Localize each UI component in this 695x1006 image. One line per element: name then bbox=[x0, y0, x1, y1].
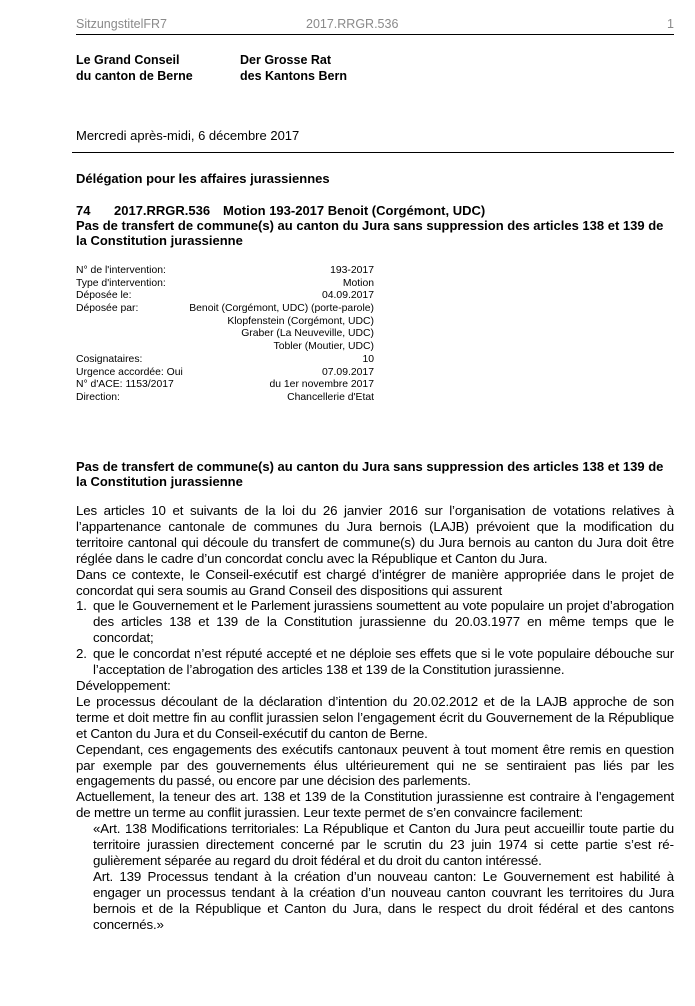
horizontal-divider bbox=[72, 152, 674, 153]
agenda-item-heading bbox=[76, 203, 674, 248]
metadata-value: 10 bbox=[362, 353, 374, 365]
page-number: 1 bbox=[667, 17, 674, 31]
list-item-text: que le concordat n’est réputé accepté et ne déploie ses effets que si le vote populaire débouche sur l’acceptation de l’abrogation des articles 138 et 139 de la Constitution jurassienne. bbox=[93, 646, 674, 678]
metadata-value: Klopfenstein (Corgémont, UDC) bbox=[227, 315, 374, 327]
running-header bbox=[76, 17, 674, 35]
metadata-label: Déposée par: bbox=[76, 303, 139, 315]
metadata-row bbox=[76, 354, 374, 367]
metadata-value: 193-2017 bbox=[330, 265, 374, 276]
institution-fr-line2: du canton de Berne bbox=[76, 69, 193, 83]
list-item-number: 2. bbox=[76, 646, 87, 662]
metadata-label: N° de l'intervention: bbox=[76, 265, 166, 276]
body-paragraph: Cependant, ces engagements des exécutifs cantonaux peuvent à tout moment être remis en question par exemple par des gouvernements élus ultérieurement qui ne se sentiraient pas liés par les engagements du passé, ou encore par une décision des parlements. bbox=[76, 741, 674, 789]
agenda-item-title: Pas de transfert de commune(s) au canton du Jura sans suppression des articles 138 et 139 de la Constitution jurassienne bbox=[76, 218, 664, 248]
body-paragraph: Les articles 10 et suivants de la loi du 26 janvier 2016 sur l’organisation de votations relatives à l’appartenance cantonale de communes du Jura bernois (LAJB) prévoient que la modification du territoire cantonal qui découle du transfert de commune(s) du Jura bernois au canton du Jura doit être réglée dans le cadre d’un concordat conclu avec la République et Canton du Jura. bbox=[76, 503, 674, 566]
institution-de-line1: Der Grosse Rat bbox=[240, 53, 332, 67]
metadata-row bbox=[76, 341, 374, 354]
body-paragraph: Dans ce contexte, le Conseil-exécutif est chargé d’intégrer de manière appropriée dans le projet de concordat qui sera soumis au Grand Conseil des dispositions qui assurent bbox=[76, 566, 674, 598]
institution-french bbox=[76, 52, 193, 84]
running-header-title: SitzungstitelFR7 bbox=[76, 17, 168, 31]
agenda-item-reference: 2017.RRGR.536 bbox=[114, 203, 211, 218]
metadata-value: 04.09.2017 bbox=[321, 290, 374, 302]
agenda-item-line bbox=[76, 203, 674, 218]
metadata-row bbox=[76, 328, 374, 341]
metadata-table bbox=[76, 265, 374, 405]
section-title: Pas de transfert de commune(s) au canton du Jura sans suppression des articles 138 et 139 de la Constitution jurassienne bbox=[76, 459, 664, 489]
metadata-label: Type d'intervention: bbox=[76, 277, 166, 289]
list-item bbox=[76, 646, 674, 678]
metadata-label: Direction: bbox=[76, 391, 120, 403]
metadata-value: du 1er novembre 2017 bbox=[269, 379, 374, 391]
metadata-row bbox=[76, 316, 374, 329]
metadata-row bbox=[76, 367, 374, 380]
body-paragraph: Actuellement, la teneur des art. 138 et 139 de la Constitution jurassienne est contraire à l’engagement de mettre un terme au conflit jurassien. Leur texte permet de s’en convaincre facilement: bbox=[76, 789, 674, 821]
metadata-label: Déposée le: bbox=[76, 290, 132, 302]
institution-fr-line1: Le Grand Conseil bbox=[76, 53, 180, 67]
metadata-label: Urgence accordée: Oui bbox=[76, 366, 183, 378]
institution-german bbox=[240, 52, 347, 84]
quote-article-138: «Art. 138 Modifications territoriales: La République et Canton du Jura peut accueillir toute partie du territoire jurassien directement concerné par le scrutin du 23 juin 1974 si cette partie s’est régulièrement séparée au regard du droit fédéral et du droit du canton intéressé. bbox=[93, 821, 674, 868]
metadata-label: Cosignataires: bbox=[76, 353, 143, 365]
institution-de-line2: des Kantons Bern bbox=[240, 69, 347, 83]
development-heading: Développement: bbox=[76, 677, 171, 693]
metadata-value: Benoit (Corgémont, UDC) (porte-parole) bbox=[189, 303, 374, 315]
motion-body bbox=[76, 503, 674, 932]
metadata-row bbox=[76, 290, 374, 303]
metadata-row bbox=[76, 278, 374, 291]
body-paragraph: Le processus découlant de la déclaration d’intention du 20.02.2012 et de la LAJB approche de son terme et doit mettre fin au conflit jurassien selon l’engagement écrit du Gouvernement de la République et Canton du Jura et du Conseil-exécutif du canton de Berne. bbox=[76, 693, 674, 741]
metadata-value: Tobler (Moutier, UDC) bbox=[273, 341, 374, 353]
agenda-item-number: 74 bbox=[76, 203, 91, 218]
session-date: Mercredi après-midi, 6 décembre 2017 bbox=[76, 128, 300, 143]
metadata-row bbox=[76, 265, 374, 278]
list-item-number: 1. bbox=[76, 598, 87, 614]
demand-list bbox=[76, 598, 674, 678]
metadata-value: Graber (La Neuveville, UDC) bbox=[241, 328, 374, 340]
list-item bbox=[76, 598, 674, 646]
metadata-row bbox=[76, 392, 374, 405]
metadata-row bbox=[76, 379, 374, 392]
metadata-value: Motion bbox=[342, 277, 374, 289]
delegation-heading: Délégation pour les affaires jurassiennes bbox=[76, 171, 330, 186]
metadata-value: 07.09.2017 bbox=[321, 366, 374, 378]
metadata-label: N° d'ACE: 1153/2017 bbox=[76, 379, 174, 391]
agenda-item-motion: Motion 193-2017 Benoit (Corgémont, UDC) bbox=[223, 203, 486, 218]
running-header-reference: 2017.RRGR.536 bbox=[306, 17, 399, 31]
quote-article-139: Art. 139 Processus tendant à la création d’un nouveau canton: Le Gouvernement est habilité à engager un processus tendant à la création d’un nouveau canton couvrant les territoires du Jura bernois et de la République et Canton du Jura, dans le respect du droit fédéral et des cantons concernés.» bbox=[93, 868, 674, 932]
metadata-row bbox=[76, 303, 374, 316]
list-item-text: que le Gouvernement et le Parlement jurassiens soumettent au vote populaire un projet d’abrogation des articles 138 et 139 de la Constitution jurassienne du 20.03.1977 en même temps que le concordat; bbox=[93, 598, 674, 646]
metadata-value: Chancellerie d'Etat bbox=[287, 391, 374, 403]
